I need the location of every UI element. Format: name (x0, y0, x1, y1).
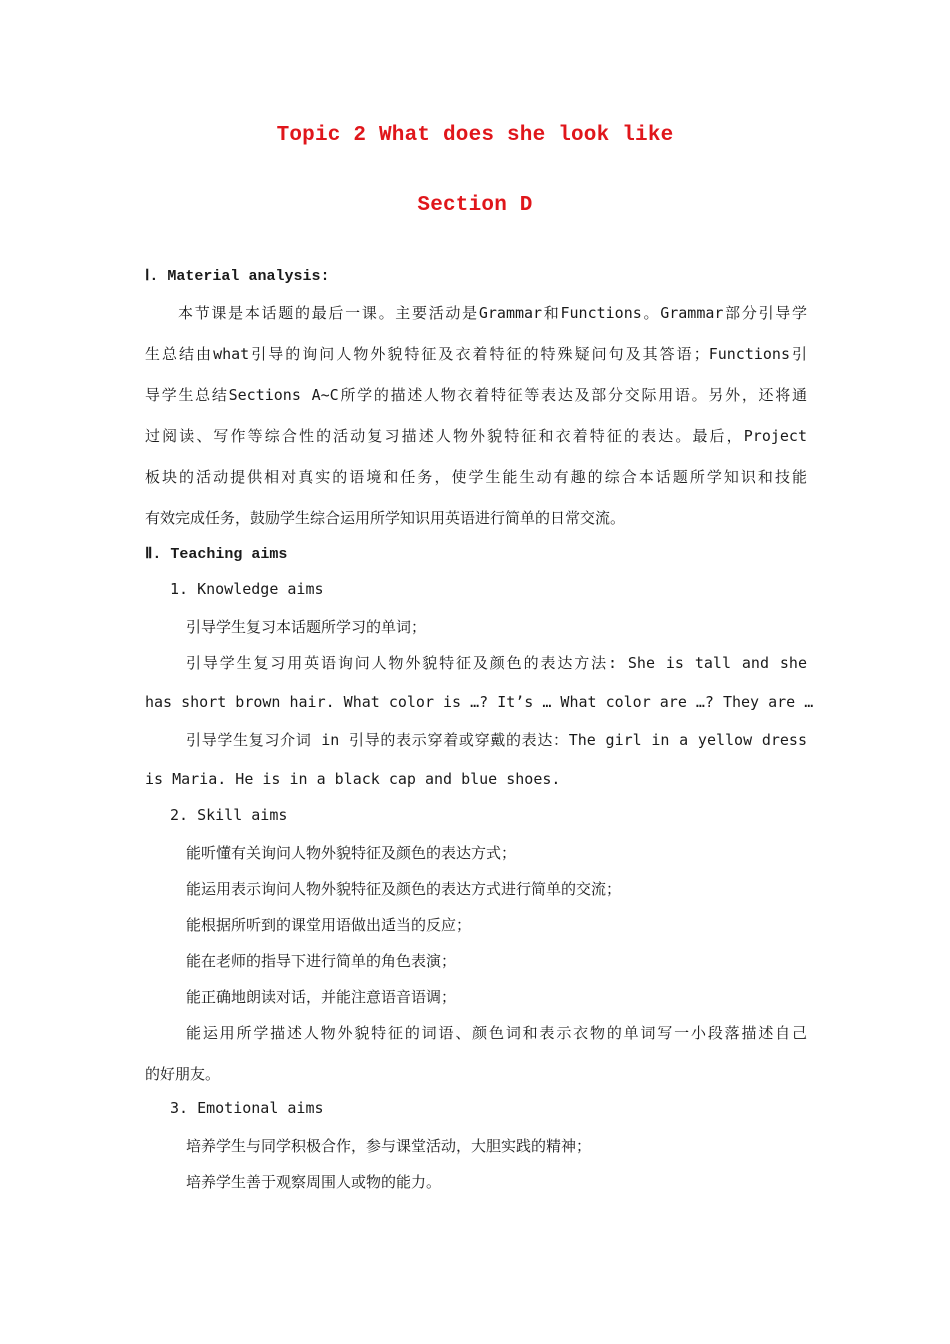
paragraph-line: 板块的活动提供相对真实的语境和任务，使学生能生动有趣的综合本话题所学知识和技能 (145, 468, 807, 486)
paragraph-line: 有效完成任务，鼓励学生综合运用所学知识用英语进行简单的日常交流。 (145, 509, 626, 527)
skill-aim-line: 能运用所学描述人物外貌特征的词语、颜色词和表示衣物的单词写一小段落描述自己 (186, 1024, 807, 1042)
knowledge-aim-line: 引导学生复习用英语询问人物外貌特征及颜色的表达方法: She is tall and she (186, 654, 807, 672)
skill-aim-line: 能运用表示询问人物外貌特征及颜色的表达方式进行简单的交流； (186, 880, 622, 898)
paragraph-line: 过阅读、写作等综合性的活动复习描述人物外貌特征和衣着特征的表达。最后，Project (145, 427, 807, 445)
paragraph-line: 本节课是本话题的最后一课。主要活动是Grammar和Functions。Grammar部分引导学 (178, 304, 807, 322)
section-heading-material-analysis: Ⅰ. Material analysis: (145, 268, 330, 285)
emotional-aims-label: 3. Emotional aims (170, 1099, 324, 1117)
skill-aims-label: 2. Skill aims (170, 806, 288, 824)
knowledge-aim-line: is Maria. He is in a black cap and blue shoes. (145, 770, 561, 788)
paragraph-line: 生总结由what引导的询问人物外貌特征及衣着特征的特殊疑问句及其答语；Functions引 (145, 345, 807, 363)
document-title: Topic 2 What does she look like (276, 124, 674, 147)
skill-aim-line: 能听懂有关询问人物外貌特征及颜色的表达方式； (186, 844, 517, 862)
section-heading-teaching-aims: Ⅱ. Teaching aims (145, 546, 288, 563)
emotional-aim-line: 培养学生与同学积极合作，参与课堂活动，大胆实践的精神； (186, 1137, 592, 1155)
skill-aim-line: 的好朋友。 (145, 1065, 221, 1083)
emotional-aim-line: 培养学生善于观察周围人或物的能力。 (186, 1173, 442, 1191)
document-subtitle: Section D (417, 194, 533, 217)
knowledge-aim-line: 引导学生复习介词 in 引导的表示穿着或穿戴的表达：The girl in a yellow dress (186, 731, 807, 749)
paragraph-line: 导学生总结Sections A~C所学的描述人物衣着特征等表达及部分交际用语。另外，还将通 (145, 386, 807, 404)
skill-aim-line: 能正确地朗读对话，并能注意语音语调； (186, 988, 457, 1006)
knowledge-aims-label: 1. Knowledge aims (170, 580, 324, 598)
knowledge-aim-line: has short brown hair. What color is …? It’s … What color are …? They are … (145, 693, 814, 711)
skill-aim-line: 能根据所听到的课堂用语做出适当的反应； (186, 916, 472, 934)
skill-aim-line: 能在老师的指导下进行简单的角色表演； (186, 952, 457, 970)
knowledge-aim-line: 引导学生复习本话题所学习的单词； (186, 618, 427, 636)
